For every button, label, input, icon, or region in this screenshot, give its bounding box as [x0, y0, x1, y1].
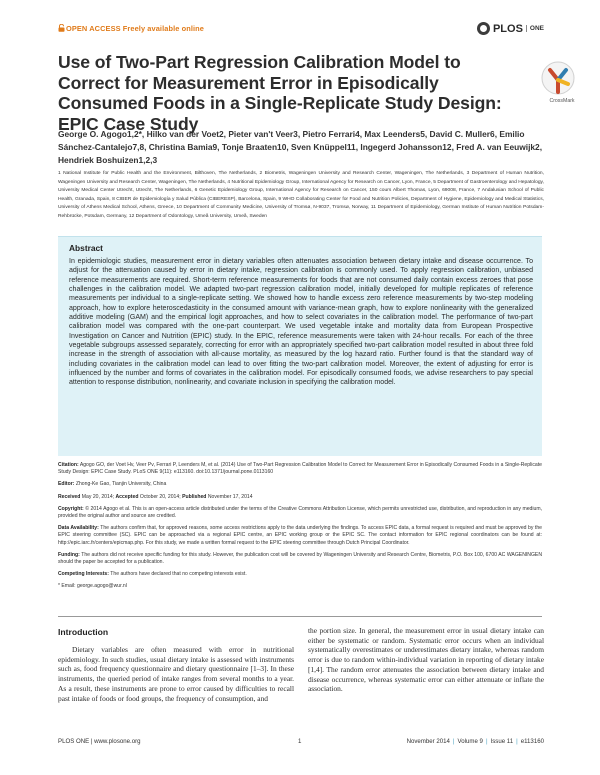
crossmark-icon	[540, 60, 576, 98]
abstract-text: In epidemiologic studies, measurement error in dietary variables often attenuates association between dietary intake and disease occurrence. To adjust for the attenuation caused by error in dietary intake, regression calibration is commonly used. To apply regression calibration, unbiased reference measurements are required. Short-term reference measurements for foods that are not consumed daily contain excess zeroes that pose challenges in the calibration model. We adapted two-part regression calibration model, initially developed for multiple replicates of reference measurements per individual to a single-replicate setting. We showed how to handle excess zero reference measurements by two-step modeling approach, how to explore heteroscedasticity in the consumed amount with variance-mean graph, how to explore nonlinearity with the generalized additive modeling (GAM) and the empirical logit approaches, and how to select covariates in the calibration model. The performance of two-part calibration model was compared with the one-part counterpart. We used vegetable intake and mortality data from European Prospective Investigation on Cancer and Nutrition (EPIC) study. In the EPIC, reference measurements were taken with 24-hour recalls. For each of the three vegetable subgroups assessed separately, correcting for error with an appropriately specified two-part calibration model resulted in about three fold increase in the strength of association with all-cause mortality, as measured by the log hazard ratio. Further found is that the standard way of including covariates in the calibration model can lead to over fitting the two-part calibration model. Moreover, the extent of adjusting for error is influenced by the number and forms of covariates in the calibration model. For episodically consumed foods, we advise researchers to pay special attention to response distribution, nonlinearity, and covariate inclusion in specifying the calibration model.	[69, 258, 533, 387]
open-access-lock-icon	[58, 24, 65, 32]
journal-brand: PLOS	[492, 22, 523, 35]
journal-sub: ONE	[526, 25, 544, 32]
footer-article: e113160	[520, 738, 544, 745]
footer-date: November 2014	[406, 738, 450, 745]
introduction-left-column: Dietary variables are often measured with error in nutritional epidemiology. In such studies, usual dietary intake is assessed with instruments such as, food frequency questionnaire and dietary questionnaire [1–3]. In these instruments, the queried period of intake ranges from several months to a year. As a result, these instruments are prone to error caused by difficulties to recall past intake of foods or food groups, the frequency of consumption, and	[58, 645, 294, 703]
author-list: George O. Agogo1,2*, Hilko van der Voet2, Pieter van't Veer3, Pietro Ferrari4, Max Leenders5, David C. Muller6, Emilio Sánchez-Cantalejo7,8, Christina Bamia9, Tonje Braaten10, Sven Knüppel11, Ingegerd Johansson12, Fred A. van Eeuwijk2, Hendriek Boshuizen1,2,3	[58, 129, 543, 165]
introduction-right-column: the portion size. In general, the measurement error in usual dietary intake can either be systematic or random. Systematic error occurs when an individual systematically overestimates or underestimates dietary intake, whereas random error is due to random within-individual variation in reporting of dietary intake [1,4]. The random error attenuates the association between dietary intake and disease occurrence, whereas systematic error can either attenuate or inflate the association.	[308, 626, 544, 694]
footer-issue-info: November 2014 | Volume 9 | Issue 11 | e113160	[406, 738, 544, 745]
competing-interests	[58, 571, 542, 578]
competing-text: The authors have declared that no competing interests exist.	[110, 571, 247, 578]
copyright	[58, 506, 542, 520]
abstract-box	[58, 236, 542, 456]
received-label: Received	[58, 493, 81, 500]
footer-issue: Issue 11	[490, 738, 514, 745]
received-date: May 20, 2014;	[81, 493, 115, 500]
dates	[58, 494, 542, 501]
citation	[58, 462, 542, 476]
email-label: * Email:	[58, 583, 76, 590]
email	[58, 583, 542, 590]
editor-text: Zhong-Ke Gao, Tianjin University, China	[75, 481, 167, 488]
copyright-label: Copyright:	[58, 505, 84, 512]
funding-label: Funding:	[58, 551, 80, 558]
crossmark-badge[interactable]	[540, 60, 580, 106]
section-divider	[58, 616, 542, 617]
funding-text: The authors did not receive specific funding for this study. However, the publication cost will be covered by Wageningen University and Research Centre, Biometris, P.O. Box 100, 6700 AC WAGENINGEN should the paper be accepted for a publication.	[58, 551, 542, 566]
funding	[58, 552, 542, 566]
plos-logo-icon	[477, 22, 490, 35]
journal-header	[58, 22, 544, 38]
data-availability	[58, 525, 542, 547]
footer-volume: Volume 9	[457, 738, 483, 745]
accepted-label: Accepted	[115, 493, 139, 500]
page-number: 1	[298, 738, 302, 745]
open-access-text: OPEN ACCESS Freely available online	[66, 24, 204, 33]
paper-title: Use of Two-Part Regression Calibration Model to Correct for Measurement Error in Episodically Consumed Foods in a Single-Replicate Study Design: EPIC Case Study	[58, 52, 502, 134]
footer-journal: PLOS ONE | www.plosone.org	[58, 738, 141, 745]
email-address[interactable]: george.agogo@wur.nl	[76, 583, 127, 590]
open-access-banner	[58, 24, 204, 33]
affiliations: 1 National Institute for Public Health and the Environment, Bilthoven, The Netherlands, 2 Biometris, Wageningen University and Research Center, Wageningen, The Netherlands, 3 Department of Human Nutrition, Wageningen University and Research Center, Wageningen, The Netherlands, 4 Nutritional Epidemiology Group, International Agency for Research on Cancer, Lyon, France, 5 Department of Gastroenterology and Hepatology, University Medical Center Utrecht, Utrecht, The Netherlands, 6 Genetic Epidemiology Group, International Agency for Research on Cancer, 150 cours Albert Thomas, Lyon, 69008, France, 7 Andalusian School of Public Health, Granada, Spain, 8 CIBER de Epidemiología y Salud Pública (CIBERESP), Barcelona, Spain, 9 WHO Collaborating Center for Food and Nutrition Policies, Department of Hygiene, Epidemiology and Medical Statistics, University of Athens Medical School, Athens, Greece, 10 Department of Community Medicine, University of Tromsø, N-9037, Tromsø, Norway, 11 Department of Epidemiology, German Institute of Human Nutrition Potsdam-Rehbrücke, Potsdam, Germany, 12 Department of Odontology, Umeå University, Umeå, Sweden	[58, 171, 544, 219]
competing-label: Competing Interests:	[58, 571, 109, 578]
abstract-heading: Abstract	[69, 243, 103, 253]
editor-label: Editor:	[58, 481, 75, 488]
accepted-date: October 20, 2014;	[139, 493, 181, 500]
published-label: Published	[182, 493, 207, 500]
data-availability-label: Data Availability:	[58, 525, 99, 532]
published-date: November 17, 2014	[207, 493, 253, 500]
article-metadata	[58, 462, 542, 596]
citation-text: Agogo GO, der Voet Hv, Veer Pv, Ferrari P, Leenders M, et al. (2014) Use of Two-Part Regression Calibration Model to Correct for Measurement Error in Episodically Consumed Foods in a Single-Replicate Study Design: EPIC Case Study. PLoS ONE 9(11): e113160. doi:10.1371/journal.pone.0113160	[58, 462, 542, 476]
data-availability-text: The authors confirm that, for approved reasons, some access restrictions apply to the data underlying the findings. To access EPIC data, a formal request is required and must be approved by the EPIC steering committee (SC). EPIC can be approached via a regional EPIC centre, an EPIC working group or the EPIC SC. The contact information for EPIC regional coordinators can be found at: http://epic.iarc.fr/centers/epicmap.php. For this study, we made a written formal request to the EPIC steering committee through Dutch Principal Coordinator.	[58, 525, 542, 546]
crossmark-label: CrossMark	[549, 98, 575, 104]
plos-one-logo[interactable]	[477, 22, 544, 35]
editor	[58, 481, 542, 488]
copyright-text: © 2014 Agogo et al. This is an open-access article distributed under the terms of the Creative Commons Attribution License, which permits unrestricted use, distribution, and reproduction in any medium, provided the original author and source are credited.	[58, 505, 542, 520]
introduction-heading: Introduction	[58, 627, 109, 637]
citation-label: Citation:	[58, 462, 79, 468]
